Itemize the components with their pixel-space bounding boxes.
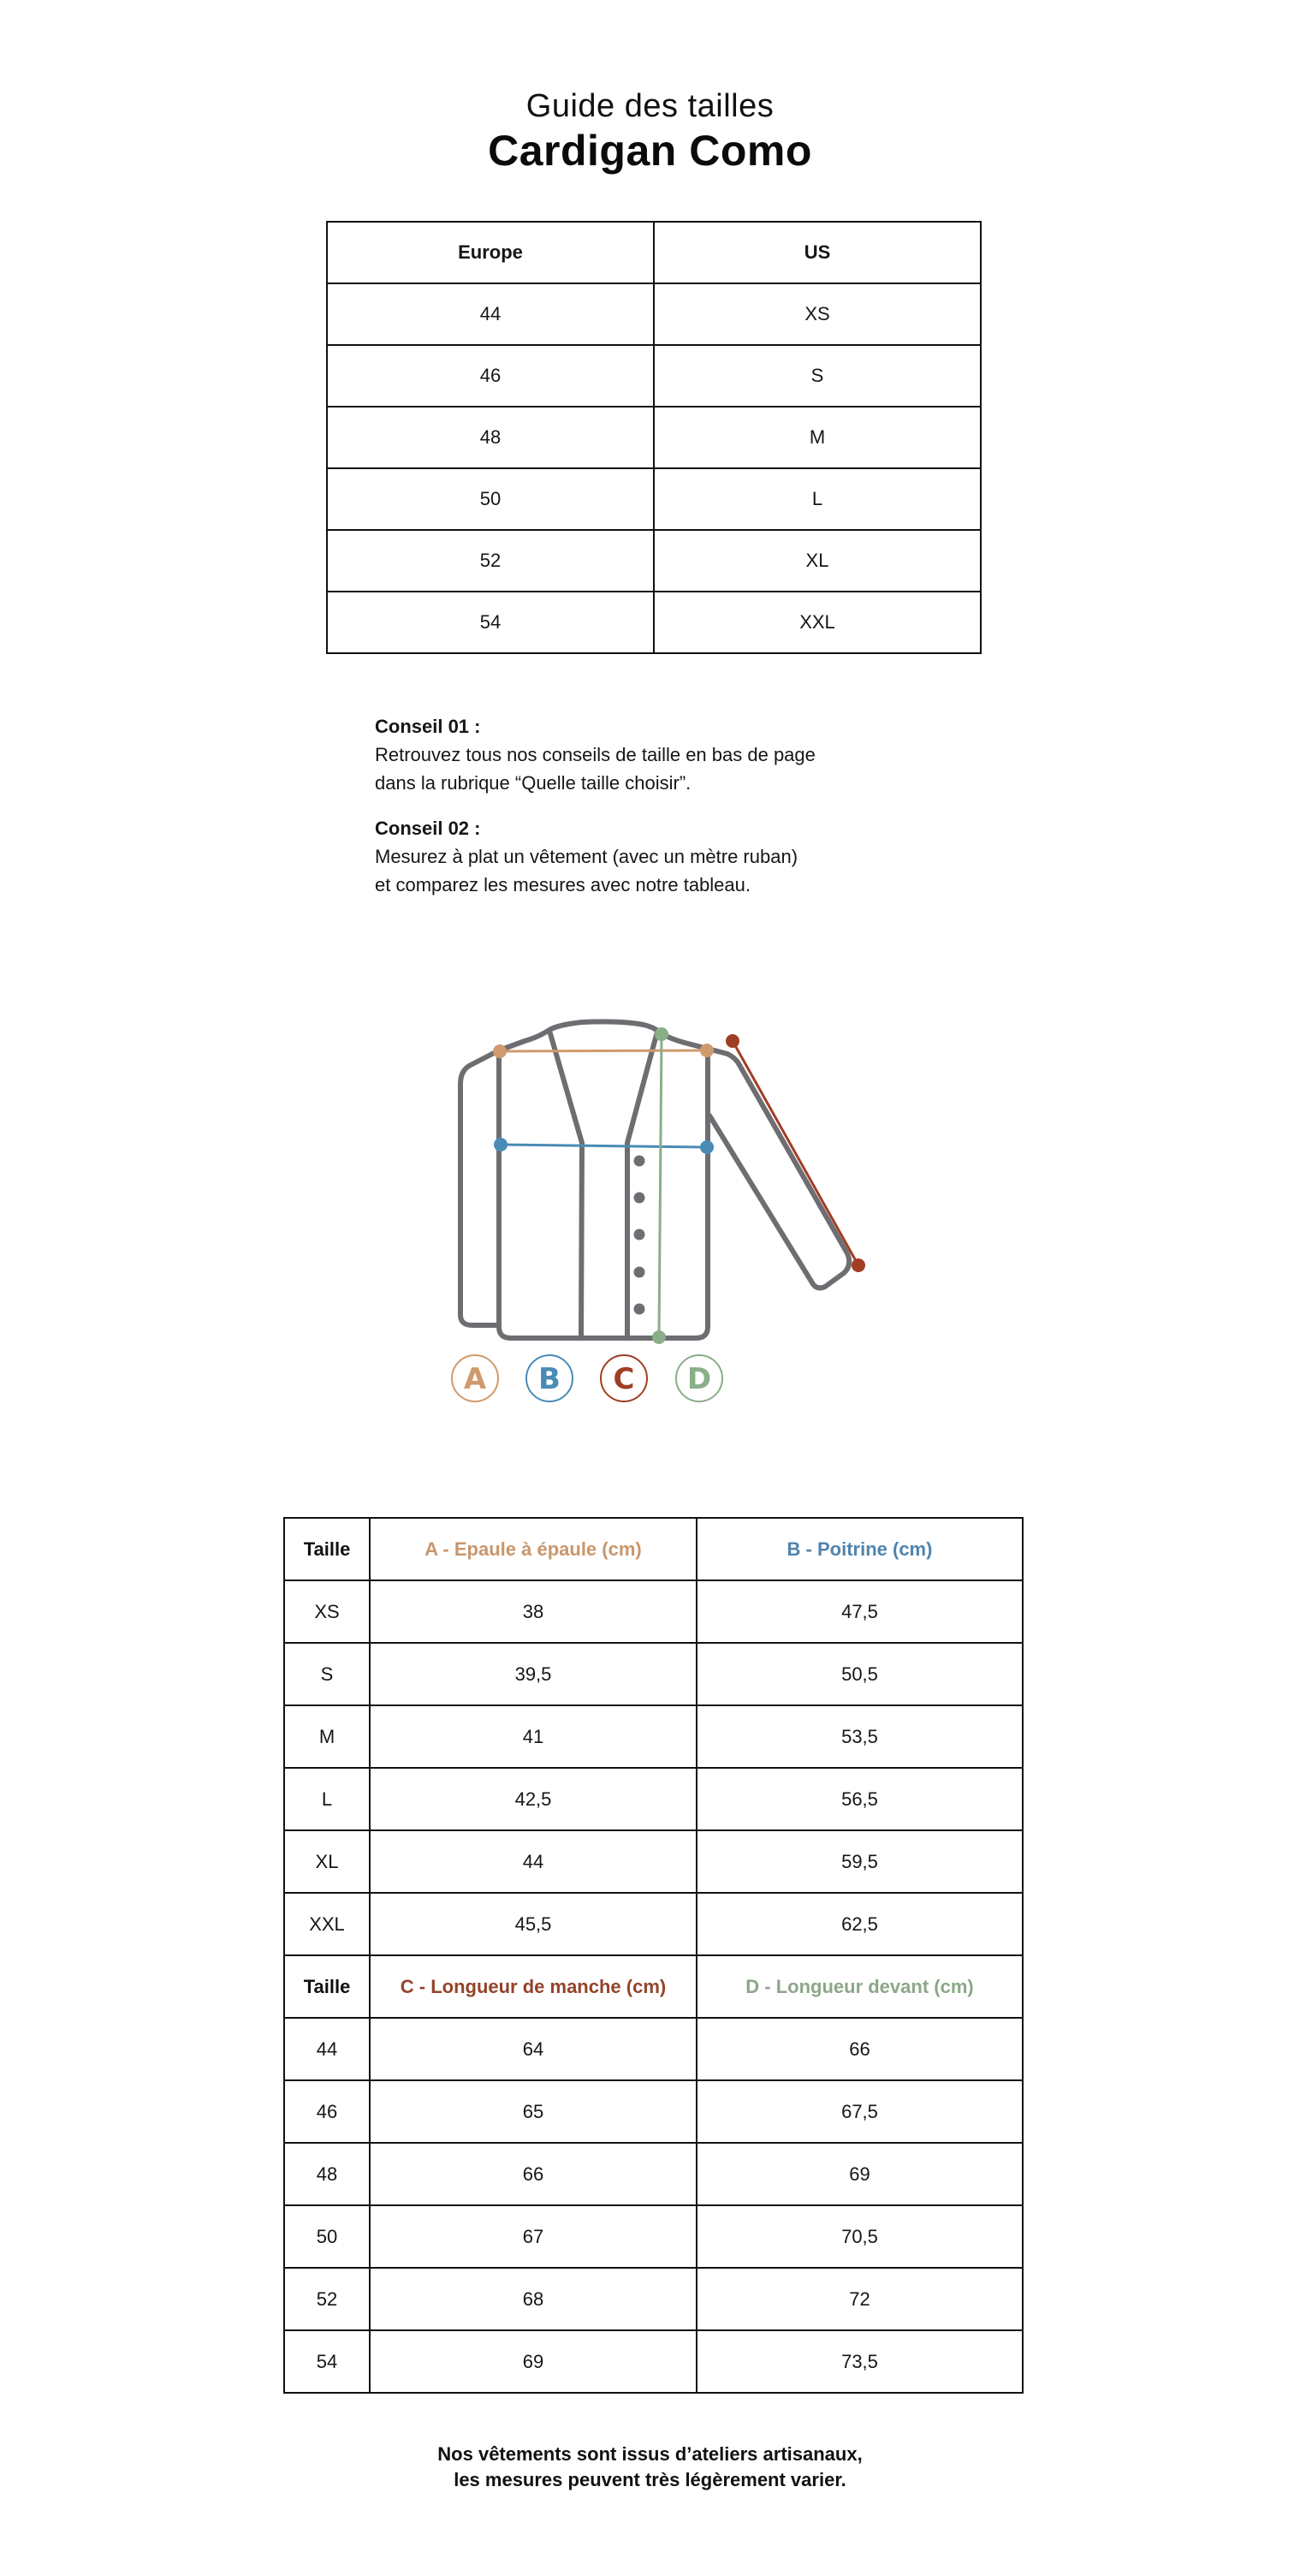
table-row [284, 1643, 1023, 1705]
cell-us: L [654, 468, 981, 530]
table-row [284, 2080, 1023, 2143]
table-row [284, 1580, 1023, 1643]
cell-chest: 59,5 [697, 1830, 1023, 1893]
measure-c-sleeve [726, 1034, 865, 1272]
cell-europe: 44 [327, 283, 654, 345]
cell-chest: 56,5 [697, 1768, 1023, 1830]
cell-front-length: 72 [697, 2268, 1023, 2330]
cell-shoulder: 44 [370, 1830, 697, 1893]
table-row [284, 1893, 1023, 1955]
footer-note [0, 2442, 1300, 2493]
cell-sleeve-length: 69 [370, 2330, 697, 2393]
cell-chest: 62,5 [697, 1893, 1023, 1955]
advice-text-line: et comparez les mesures avec notre tableau. [375, 874, 751, 895]
advice-text-line: dans la rubrique “Quelle taille choisir”. [375, 772, 692, 794]
cardigan-outline-icon [460, 1021, 849, 1338]
legend-d-icon [676, 1355, 722, 1401]
cell-size: XXL [284, 1893, 370, 1955]
cell-size: 46 [284, 2080, 370, 2143]
legend-c-icon [601, 1355, 647, 1401]
legend-b-icon [526, 1355, 573, 1401]
cell-us: XS [654, 283, 981, 345]
cell-chest: 50,5 [697, 1643, 1023, 1705]
table-row [284, 2018, 1023, 2080]
advice-text-line: Mesurez à plat un vêtement (avec un mètre ruban) [375, 846, 798, 867]
cell-europe: 54 [327, 592, 654, 653]
measure-d-front-length [652, 1027, 668, 1344]
cell-size: 54 [284, 2330, 370, 2393]
cell-chest: 47,5 [697, 1580, 1023, 1643]
cell-shoulder: 38 [370, 1580, 697, 1643]
cell-size: 44 [284, 2018, 370, 2080]
cell-sleeve-length: 68 [370, 2268, 697, 2330]
measure-b-chest [494, 1138, 714, 1154]
cell-shoulder: 45,5 [370, 1893, 697, 1955]
advice-text-line: Retrouvez tous nos conseils de taille en bas de page [375, 744, 816, 765]
cell-europe: 50 [327, 468, 654, 530]
cell-chest: 53,5 [697, 1705, 1023, 1768]
cell-size: XS [284, 1580, 370, 1643]
legend-c-letter: C [613, 1362, 635, 1396]
advice-label: Conseil 01 : [375, 716, 481, 737]
table-header-row [284, 1955, 1023, 2018]
button-icons [634, 1156, 645, 1315]
cell-us: S [654, 345, 981, 407]
cell-size: L [284, 1768, 370, 1830]
table-header-row [284, 1518, 1023, 1580]
table-row [284, 2205, 1023, 2268]
advice-label: Conseil 02 : [375, 818, 481, 839]
cell-shoulder: 41 [370, 1705, 697, 1768]
cell-front-length: 70,5 [697, 2205, 1023, 2268]
column-header-size: Taille [284, 1518, 370, 1580]
table-row [284, 1768, 1023, 1830]
table-row [284, 2143, 1023, 2205]
page-subtitle: Guide des tailles [525, 88, 775, 124]
column-header-front-length: D - Longueur devant (cm) [697, 1955, 1023, 2018]
cell-europe: 48 [327, 407, 654, 468]
measurements-table [283, 1517, 1024, 2394]
legend-d-letter: D [686, 1362, 712, 1396]
legend-a-letter: A [463, 1362, 487, 1396]
cell-shoulder: 42,5 [370, 1768, 697, 1830]
cell-us: M [654, 407, 981, 468]
cell-shoulder: 39,5 [370, 1643, 697, 1705]
column-header-us: US [654, 222, 981, 283]
column-header-chest: B - Poitrine (cm) [697, 1518, 1023, 1580]
table-row [284, 1830, 1023, 1893]
cell-size: 48 [284, 2143, 370, 2205]
cell-us: XL [654, 530, 981, 592]
column-header-sleeve-length: C - Longueur de manche (cm) [370, 1955, 697, 2018]
footer-line: Nos vêtements sont issus d’ateliers artisanaux, [437, 2443, 863, 2465]
column-header-europe: Europe [327, 222, 654, 283]
cell-size: S [284, 1643, 370, 1705]
page-title: Cardigan Como [488, 127, 812, 175]
legend-a-icon [452, 1355, 498, 1401]
cell-front-length: 66 [697, 2018, 1023, 2080]
table-row [284, 2268, 1023, 2330]
cell-front-length: 69 [697, 2143, 1023, 2205]
cell-size: M [284, 1705, 370, 1768]
cell-size: 50 [284, 2205, 370, 2268]
cell-size: 52 [284, 2268, 370, 2330]
cell-europe: 52 [327, 530, 654, 592]
footer-line: les mesures peuvent très légèrement varier. [454, 2469, 846, 2490]
table-row [284, 1705, 1023, 1768]
column-header-size: Taille [284, 1955, 370, 2018]
table-row [284, 2330, 1023, 2393]
cell-sleeve-length: 66 [370, 2143, 697, 2205]
cell-us: XXL [654, 592, 981, 653]
cell-sleeve-length: 65 [370, 2080, 697, 2143]
legend [452, 1355, 722, 1401]
cell-sleeve-length: 64 [370, 2018, 697, 2080]
cell-front-length: 67,5 [697, 2080, 1023, 2143]
cell-europe: 46 [327, 345, 654, 407]
cell-size: XL [284, 1830, 370, 1893]
cell-front-length: 73,5 [697, 2330, 1023, 2393]
legend-b-letter: B [538, 1362, 561, 1396]
cell-sleeve-length: 67 [370, 2205, 697, 2268]
column-header-shoulder: A - Epaule à épaule (cm) [370, 1518, 697, 1580]
measure-a-shoulder [493, 1044, 714, 1058]
